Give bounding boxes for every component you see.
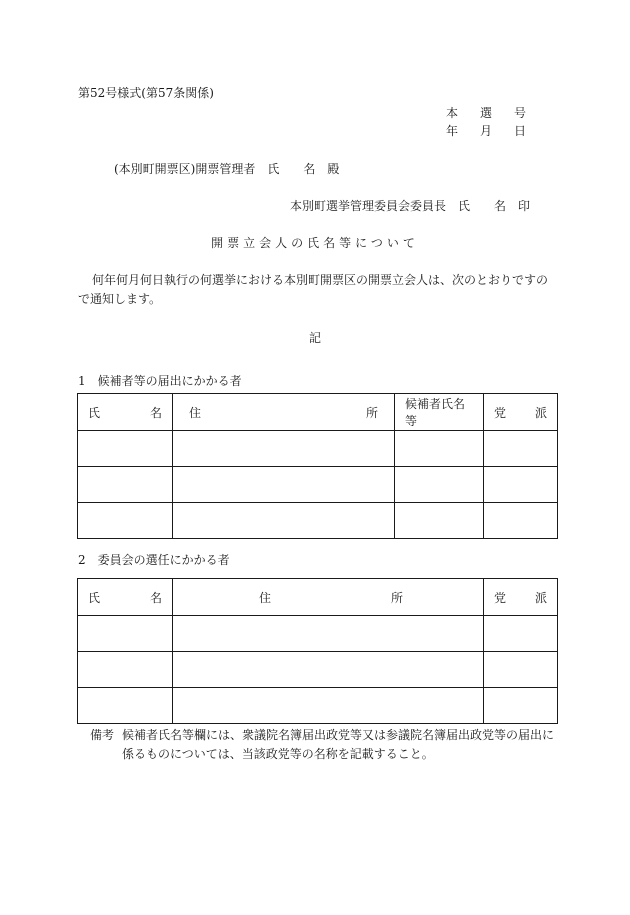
header-char: 派 bbox=[534, 405, 547, 420]
header-char: 名 bbox=[149, 405, 162, 420]
cell-name[interactable] bbox=[78, 431, 173, 467]
cell-party[interactable] bbox=[484, 467, 558, 503]
cell-address[interactable] bbox=[173, 503, 395, 539]
section2-heading: 2 委員会の選任にかかる者 bbox=[78, 553, 230, 567]
column-header-party bbox=[484, 579, 558, 616]
header-label: 候補者氏名等 bbox=[405, 397, 466, 428]
date-part: 年 bbox=[446, 124, 459, 138]
table-row bbox=[78, 467, 558, 503]
candidate-witness-table bbox=[77, 393, 558, 539]
cell-name[interactable] bbox=[78, 652, 173, 688]
column-header-name bbox=[78, 394, 173, 431]
section1-heading: 1 候補者等の届出にかかる者 bbox=[78, 374, 242, 388]
form-number: 第52号様式(第57条関係) bbox=[78, 86, 214, 100]
header-char: 名 bbox=[149, 590, 162, 605]
table-row bbox=[78, 503, 558, 539]
document-title: 開票立会人の氏名等について bbox=[211, 236, 419, 250]
cell-name[interactable] bbox=[78, 616, 173, 652]
remark-label: 備考 bbox=[90, 728, 115, 742]
cell-name[interactable] bbox=[78, 688, 173, 724]
cell-party[interactable] bbox=[484, 652, 558, 688]
date-part: 日 bbox=[513, 124, 526, 138]
cell-candidate[interactable] bbox=[395, 503, 484, 539]
header-char: 派 bbox=[534, 590, 547, 605]
cell-name[interactable] bbox=[78, 503, 173, 539]
addressee: (本別町開票区)開票管理者 氏 名 殿 bbox=[114, 162, 340, 176]
column-header-candidate bbox=[395, 394, 484, 431]
sender: 本別町選挙管理委員会委員長 氏 名 印 bbox=[290, 199, 531, 213]
table-row bbox=[78, 616, 558, 652]
table-row bbox=[78, 431, 558, 467]
header-char: 住 bbox=[189, 405, 202, 420]
cell-address[interactable] bbox=[173, 467, 395, 503]
cell-party[interactable] bbox=[484, 431, 558, 467]
column-header-address bbox=[173, 394, 395, 431]
date-line bbox=[446, 124, 526, 138]
cell-name[interactable] bbox=[78, 467, 173, 503]
cell-party[interactable] bbox=[484, 503, 558, 539]
cell-party[interactable] bbox=[484, 688, 558, 724]
cell-address[interactable] bbox=[173, 616, 484, 652]
table-header-row bbox=[78, 579, 558, 616]
cell-address[interactable] bbox=[173, 431, 395, 467]
doc-number-part: 選 bbox=[479, 106, 492, 120]
column-header-name bbox=[78, 579, 173, 616]
doc-number-part: 号 bbox=[513, 106, 526, 120]
column-header-party bbox=[484, 394, 558, 431]
remark-text-line2: 係るものについては、当該政党等の名称を記載すること。 bbox=[122, 747, 434, 761]
date-part: 月 bbox=[479, 124, 492, 138]
committee-witness-table bbox=[77, 578, 558, 724]
header-char: 氏 bbox=[88, 405, 101, 420]
body-paragraph: 何年何月何日執行の何選挙における本別町開票区の開票立会人は、次のとおりですので通知します。 bbox=[78, 273, 549, 306]
header-char: 所 bbox=[390, 590, 403, 605]
cell-address[interactable] bbox=[173, 688, 484, 724]
doc-number-part: 本 bbox=[446, 106, 459, 120]
cell-address[interactable] bbox=[173, 652, 484, 688]
header-char: 氏 bbox=[88, 590, 101, 605]
cell-party[interactable] bbox=[484, 616, 558, 652]
ki-heading: 記 bbox=[308, 331, 321, 345]
header-char: 所 bbox=[365, 405, 378, 420]
table-row bbox=[78, 652, 558, 688]
header-char: 党 bbox=[494, 590, 507, 605]
remark bbox=[90, 726, 560, 764]
remark-text-line1: 候補者氏名等欄には、衆議院名簿届出政党等又は参議院名簿届出政党等の届出に bbox=[122, 728, 555, 742]
document-number-line bbox=[446, 106, 526, 120]
cell-candidate[interactable] bbox=[395, 431, 484, 467]
table-header-row bbox=[78, 394, 558, 431]
table-row bbox=[78, 688, 558, 724]
column-header-address bbox=[173, 579, 484, 616]
header-char: 住 bbox=[259, 590, 272, 605]
header-char: 党 bbox=[494, 405, 507, 420]
cell-candidate[interactable] bbox=[395, 467, 484, 503]
